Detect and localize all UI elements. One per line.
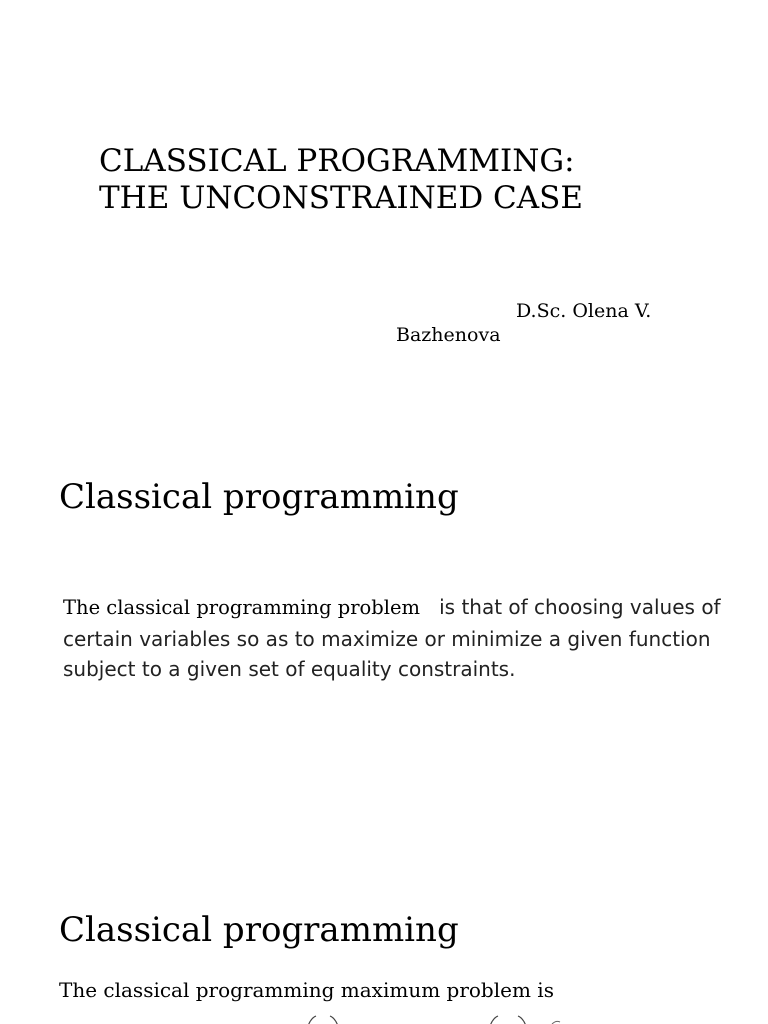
page-title	[99, 143, 739, 217]
section-heading-2: Classical programming	[59, 910, 459, 950]
formula-fragment	[290, 1012, 590, 1024]
author-line-2: Bazhenova	[396, 324, 501, 346]
defined-term-2: The classical programming maximum problem	[59, 978, 531, 1002]
section-heading: Classical programming	[59, 477, 459, 517]
definition-text: is that of choosing values of certain variables so as to maximize or minimize a given function subject to a given set of equality constraints.	[63, 595, 727, 681]
author-line-1: D.Sc. Olena V.	[516, 300, 652, 322]
defined-term: The classical programming problem	[63, 596, 421, 619]
definition-paragraph	[63, 592, 733, 685]
author	[396, 299, 696, 347]
definition-text-2: is	[530, 978, 554, 1002]
title-line-1: CLASSICAL PROGRAMMING:	[99, 143, 575, 179]
definition-paragraph-2	[59, 976, 749, 1004]
title-line-2: THE UNCONSTRAINED CASE	[99, 180, 584, 216]
